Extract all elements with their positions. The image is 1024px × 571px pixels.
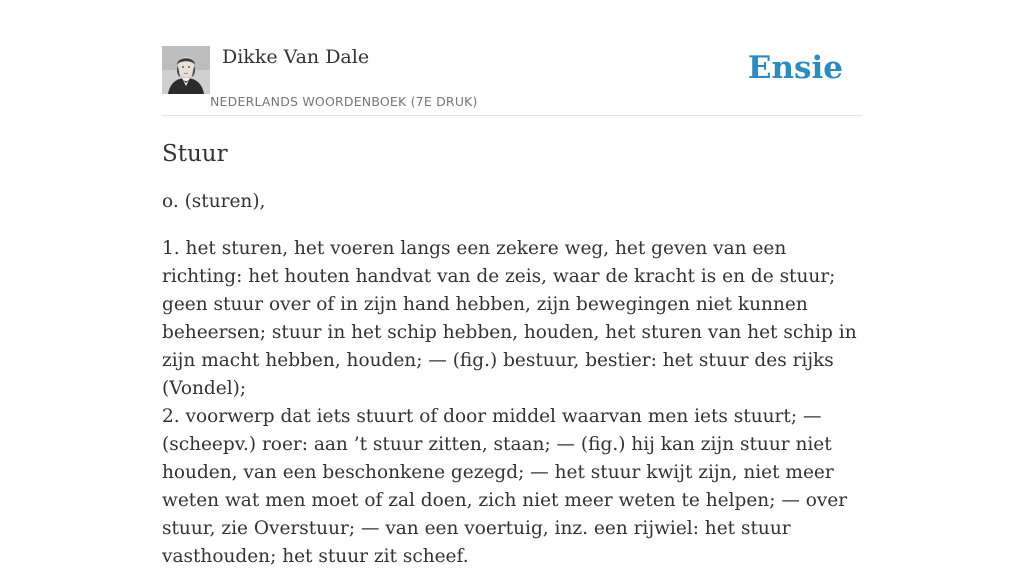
sense-2: 2. voorwerp dat iets stuurt of door middel waarvan men iets stuurt; — (scheepv.) roer: aan ’t stuur zitten, staan; — (fig.) hij kan zijn stuur niet houden, van een beschonkene gezegd; — het stuur kwijt zijn, niet meer weten wat men moet of zal doen, zich niet meer weten te helpen; — over stuur, zie Overstuur; — van een voertuig, inz. een rijwiel: het stuur vasthouden; het stuur zit scheef. xyxy=(162,406,848,567)
definition xyxy=(162,235,862,571)
portrait-image xyxy=(162,46,210,94)
author-name[interactable]: Dikke Van Dale xyxy=(222,46,370,68)
source-name[interactable]: NEDERLANDS WOORDENBOEK (7E DRUK) xyxy=(210,94,478,109)
headword: Stuur xyxy=(162,141,228,167)
brand-logo[interactable]: Ensie xyxy=(747,50,843,86)
sense-1: 1. het sturen, het voeren langs een zekere weg, het geven van een richting: het houten handvat van de zeis, waar de kracht is en de stuur; geen stuur over of in zijn hand hebben, zijn bewegingen niet kunnen beheersen; stuur in het schip hebben, houden, het sturen van het schip in zijn macht hebben, houden; — (fig.) bestuur, bestier: het stuur des rijks (Vondel); xyxy=(162,238,857,399)
grammar-info: o. (sturen), xyxy=(162,191,266,212)
entry-content xyxy=(162,138,862,571)
author-avatar[interactable] xyxy=(162,46,210,94)
entry-header xyxy=(162,46,862,116)
